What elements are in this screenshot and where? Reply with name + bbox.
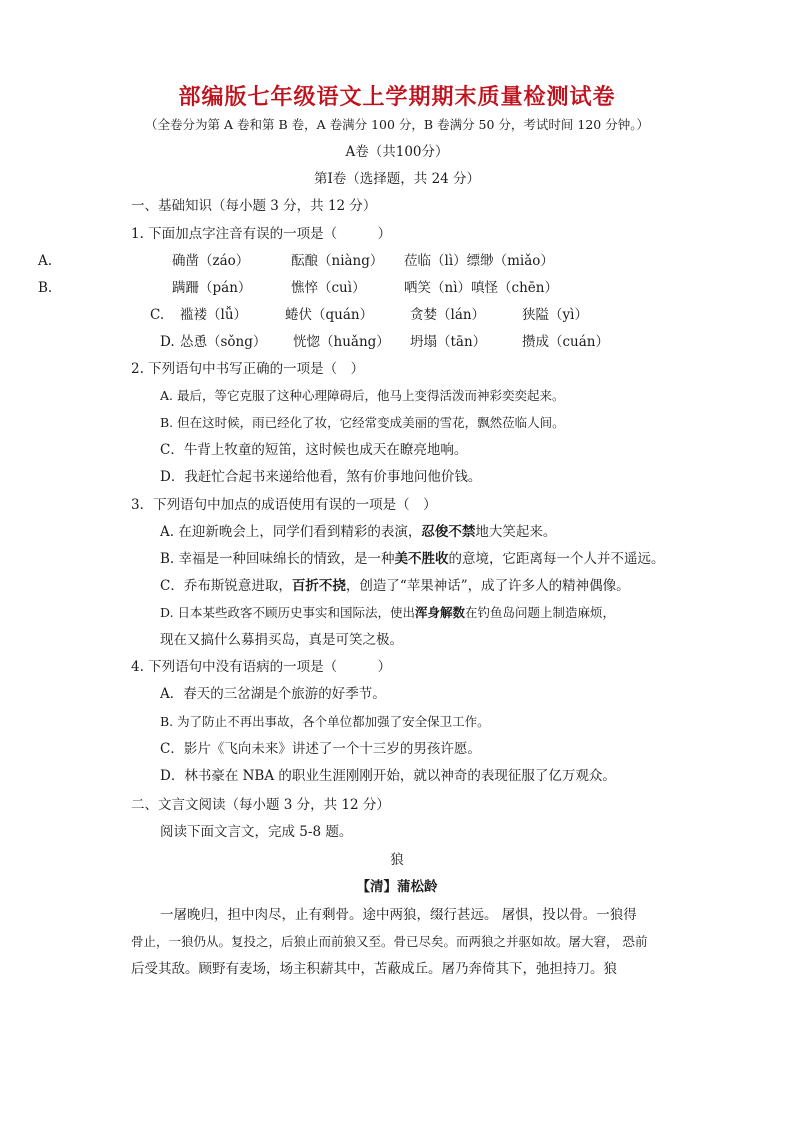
- question-4-option: A．春天的三岔湖是个旅游的好季节。: [160, 686, 386, 702]
- question-3-stem: 3．下列语句中加点的成语使用有误的一项是（ ）: [131, 497, 437, 513]
- question-2-option: C．牛背上牧童的短笛，这时候也成天在瞭亮地响。: [160, 442, 468, 458]
- option-b-item: 哂笑（nì）嗔怪（chēn）: [404, 280, 558, 296]
- question-3-option-c: [160, 577, 630, 595]
- section-two-intro: 阅读下面文言文，完成 5-8 题。: [160, 824, 353, 840]
- question-2-option: A. 最后，等它克服了这种心理障碍后，他马上变得活泼而神彩奕奕起来。: [160, 388, 565, 403]
- passage-author: 【清】蒲松龄: [356, 879, 438, 895]
- option-text: A. 在迎新晚会上，同学们看到精彩的表演，: [160, 524, 422, 540]
- question-4-option: B. 为了防止不再出事故，各个单位都加强了安全保卫工作。: [160, 714, 490, 729]
- section-two-title: 二、文言文阅读（每小题 3 分，共 12 分）: [131, 797, 390, 813]
- option-b-item: 憔悴（cuì）: [291, 280, 366, 296]
- question-4-option: D．林书豪在 NBA 的职业生涯刚刚开始，就以神奇的表现征服了亿万观众。: [160, 768, 616, 784]
- idiom: 浑身解数: [415, 605, 466, 620]
- option-c-item: 狭隘（yì）: [522, 307, 588, 323]
- part-one-heading: 第Ⅰ卷（选择题，共 24 分）: [313, 171, 481, 187]
- option-a-item: 确凿（záo）: [172, 253, 250, 269]
- option-text: 的意境，它距离每一个人并不遥远。: [448, 551, 665, 567]
- passage-line: 骨止，一狼仍从。复投之，后狼止而前狼又至。骨已尽矣。而两狼之并驱如故。屠大窘， 恐前: [131, 934, 648, 949]
- exam-instructions: （全卷分为第 A 卷和第 B 卷，A 卷满分 100 分，B 卷满分 50 分，考试时间 120 分钟。）: [145, 117, 649, 132]
- option-d-item: 坍塌（tān）: [410, 334, 487, 350]
- question-2-stem: 2. 下列语句中书写正确的一项是（ ）: [131, 361, 365, 377]
- a-volume-heading: A卷（共100分）: [345, 144, 449, 160]
- option-text: C．乔布斯锐意进取，: [160, 578, 292, 594]
- option-d-item: 恍惚（huǎng）: [293, 334, 390, 350]
- option-text: B. 幸福是一种回味绵长的情致，是一种: [160, 551, 395, 567]
- page-title: 部编版七年级语文上学期期末质量检测试卷: [178, 85, 616, 110]
- question-2-option: B. 但在这时候，雨已经化了妆，它经常变成美丽的雪花，飘然莅临人间。: [160, 415, 565, 430]
- option-text: D. 日本某些政客不顾历史事实和国际法，使出: [160, 605, 416, 620]
- question-3-option-a: [160, 523, 556, 541]
- question-3-option-b: [160, 550, 665, 568]
- option-c-item: 褴褛（lǚ）: [180, 307, 248, 323]
- option-d-item: 攒成（cuán）: [522, 334, 609, 350]
- question-1-stem: 1. 下面加点字注音有误的一项是（ ）: [131, 226, 392, 242]
- passage-line: 一屠晚归，担中肉尽，止有剩骨。途中两狼，缀行甚远。 屠惧，投以骨。一狼得: [160, 907, 637, 923]
- option-a-item: 莅临（lì）缥缈（miǎo）: [404, 253, 554, 269]
- question-4-option: C．影片《飞向未来》讲述了一个十三岁的男孩许愿。: [160, 741, 481, 757]
- option-text: 在钓鱼岛问题上制造麻烦，: [465, 605, 616, 620]
- option-c-item: 贪婪（lán）: [410, 307, 486, 323]
- idiom: 美不胜收: [394, 551, 449, 567]
- section-one-title: 一、基础知识（每小题 3 分，共 12 分）: [131, 198, 377, 214]
- question-2-option: D．我赶忙合起书来递给他看，煞有价事地问他价钱。: [160, 469, 482, 485]
- option-c-item: 蜷伏（quán）: [285, 307, 374, 323]
- option-a-item: 酝酿（niàng）: [291, 253, 384, 269]
- option-d-item: 怂恿（sǒng）: [180, 334, 267, 350]
- idiom: 百折不挠: [291, 578, 346, 594]
- question-3-option-d-continued: 现在又搞什么募捐买岛，真是可笑之极。: [160, 632, 403, 648]
- passage-line: 后受其敌。顾野有麦场，场主积薪其中，苫蔽成丘。屠乃奔倚其下，弛担持刀。狼: [131, 961, 617, 977]
- idiom: 忍俊不禁: [421, 524, 476, 540]
- option-a-label: A.: [38, 253, 53, 269]
- option-text: 地大笑起来。: [475, 524, 557, 540]
- option-b-label: B.: [38, 280, 53, 296]
- option-text: ，创造了“苹果神话”，成了许多人的精神偶像。: [345, 578, 630, 594]
- passage-title: 狼: [390, 852, 404, 868]
- option-b-item: 蹒跚（pán）: [172, 280, 252, 296]
- option-c-label: C.: [150, 307, 165, 323]
- question-4-stem: 4. 下列语句中没有语病的一项是（ ）: [131, 659, 392, 675]
- question-3-option-d: [160, 604, 615, 622]
- option-d-label: D.: [160, 334, 175, 350]
